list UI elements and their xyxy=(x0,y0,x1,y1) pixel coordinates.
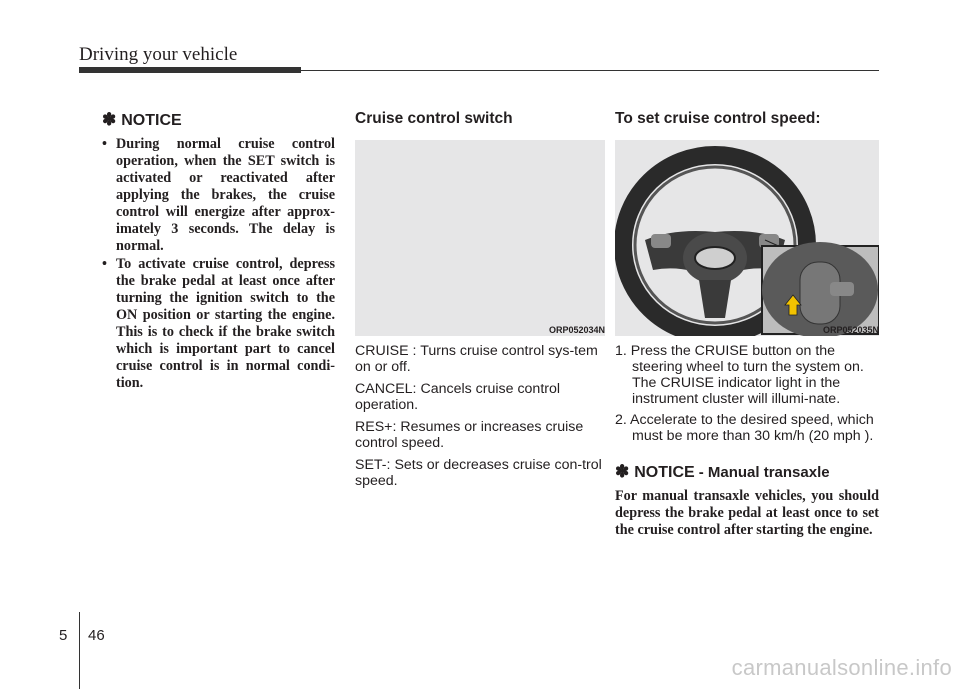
bullet-icon: • xyxy=(102,136,107,152)
watermark: carmanualsonline.info xyxy=(731,655,952,680)
switch-figure xyxy=(355,140,605,336)
definition-desc: Resumes or increases cruise control speed. xyxy=(355,419,584,451)
step-text: Accelerate to the desired speed, which must be more than 30 km/h (20 mph ). xyxy=(630,412,874,444)
notice-bullet xyxy=(102,256,335,392)
definition-term: CRUISE : xyxy=(355,343,417,359)
manual-transaxle-notice xyxy=(615,462,879,539)
notice-heading xyxy=(102,110,335,130)
switch-column xyxy=(355,110,605,495)
switch-section-title: Cruise control switch xyxy=(355,110,513,127)
header-title: Driving your vehicle xyxy=(79,44,238,65)
step-item xyxy=(615,412,879,444)
definition-desc: Sets or decreases cruise con-trol speed. xyxy=(355,457,602,489)
header-rule-thin xyxy=(301,70,879,71)
step-number: 1. xyxy=(615,343,627,359)
definition-set xyxy=(355,457,605,489)
page-divider xyxy=(79,612,80,689)
definition-res xyxy=(355,419,605,451)
step-number: 2. xyxy=(615,412,627,428)
steering-wheel-icon xyxy=(615,140,879,336)
steering-wheel-figure xyxy=(615,140,879,336)
definition-term: RES+: xyxy=(355,419,397,435)
notice-mark-icon: ✽ xyxy=(615,462,630,481)
section-number: 5 xyxy=(59,627,68,644)
notice-subtitle: - Manual transaxle xyxy=(698,464,830,481)
step-item xyxy=(615,343,879,407)
notice-heading xyxy=(615,462,879,482)
definition-desc: Turns cruise control sys-tem on or off. xyxy=(355,343,598,375)
notice-bullet xyxy=(102,136,335,255)
notice-text: For manual transaxle vehicles, you should depress the brake pedal at least once to set the cruise control after starting the engine. xyxy=(615,488,879,538)
page-number-value: 46 xyxy=(88,627,105,644)
definition-cancel xyxy=(355,381,605,413)
bullet-icon: • xyxy=(102,256,107,272)
header-rule-thick xyxy=(79,67,301,73)
notice-mark-icon: ✽ xyxy=(102,110,117,129)
notice-bullet-text: To activate cruise control, depress the brake pedal at least once after turning the ignition switch to the ON position or starting the engine. This is to check if the brake switch which is important part to cancel cruise control is in normal condi-tion. xyxy=(116,256,335,391)
notice-column xyxy=(102,110,335,393)
notice-title: NOTICE xyxy=(121,112,182,129)
definition-cruise xyxy=(355,343,605,375)
figure-code: ORP052035N xyxy=(822,325,879,335)
definition-term: SET-: xyxy=(355,457,391,473)
definition-desc: Cancels cruise control operation. xyxy=(355,381,561,413)
set-speed-steps xyxy=(615,343,879,444)
step-text: Press the CRUISE button on the steering wheel to turn the system on. The CRUISE indicator light in the instrument cluster will illumi-nate. xyxy=(630,343,864,407)
set-speed-column xyxy=(615,110,879,539)
figure-code: ORP052034N xyxy=(548,325,605,335)
set-speed-section-title: To set cruise control speed: xyxy=(615,110,821,127)
notice-title: NOTICE xyxy=(634,464,695,481)
definition-term: CANCEL: xyxy=(355,381,417,397)
notice-bullet-list xyxy=(102,136,335,392)
switch-definitions xyxy=(355,343,605,489)
notice-bullet-text: During normal cruise control operation, when the SET switch is activated or reactivated after applying the brakes, the cruise control will energize after approx-imately 3 seconds. The delay is normal. xyxy=(116,136,335,254)
